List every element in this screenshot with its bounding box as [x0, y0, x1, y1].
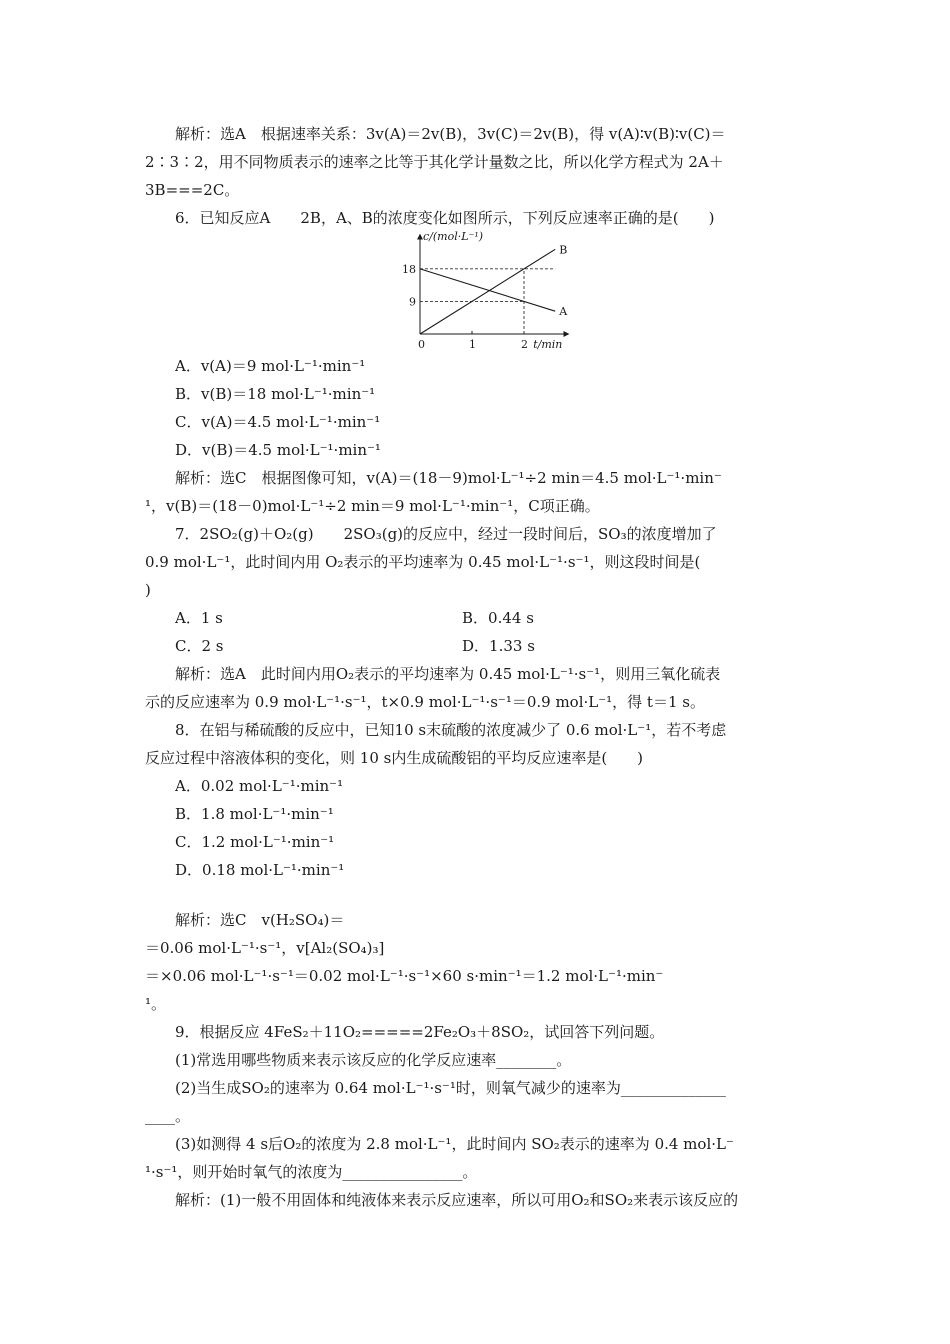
answer6-line2: ¹，v(B)＝(18－0)mol·L⁻¹÷2 min＝9 mol·L⁻¹·min⁻¹，C项正确。: [145, 497, 600, 515]
question9-part2-line1: (2)当生成SO₂的速率为 0.64 mol·L⁻¹·s⁻¹时，则氧气减少的速率为______________: [175, 1079, 726, 1097]
answer5-line3: 3B===2C。: [145, 181, 240, 199]
series-label-B: B: [559, 243, 568, 257]
x-tick-label: 1: [469, 338, 476, 351]
q6-option-a: A．v(A)＝9 mol·L⁻¹·min⁻¹: [175, 357, 366, 375]
x-axis-label: t/min: [533, 338, 563, 351]
answer5-line1: 解析：选A 根据速率关系：3v(A)＝2v(B)，3v(C)＝2v(B)，得 v(A)∶v(B)∶v(C)＝: [175, 125, 726, 143]
question7-line1: 7．2SO₂(g)＋O₂(g) 2SO₃(g)的反应中，经过一段时间后，SO₃的浓度增加了: [175, 525, 717, 543]
series-line-A: [420, 269, 555, 311]
x-tick-label: 2: [521, 338, 528, 351]
q7-option-b: B．0.44 s: [462, 609, 534, 627]
question9-part2-line2: ____。: [145, 1107, 191, 1125]
concentration-time-chart: [375, 228, 585, 356]
y-tick-label: 18: [402, 262, 416, 276]
question7-line3: ): [145, 581, 151, 599]
q8-option-b: B．1.8 mol·L⁻¹·min⁻¹: [175, 805, 334, 823]
q7-option-a: A．1 s: [175, 609, 223, 627]
q6-option-b: B．v(B)＝18 mol·L⁻¹·min⁻¹: [175, 385, 376, 403]
q7-option-c: C．2 s: [175, 637, 224, 655]
q8-option-a: A．0.02 mol·L⁻¹·min⁻¹: [175, 777, 344, 795]
answer8-line4: ¹。: [145, 995, 167, 1013]
answer8-line1: 解析：选C v(H₂SO₄)＝: [175, 911, 345, 929]
answer8-line3: ＝×0.06 mol·L⁻¹·s⁻¹＝0.02 mol·L⁻¹·s⁻¹×60 s·min⁻¹＝1.2 mol·L⁻¹·min⁻: [145, 967, 664, 985]
y-axis-label: c/(mol·L⁻¹): [423, 230, 484, 243]
question8-line2: 反应过程中溶液体积的变化，则 10 s内生成硫酸铝的平均反应速率是( ): [145, 749, 644, 767]
series-line-B: [420, 249, 555, 334]
answer6-line1: 解析：选C 根据图像可知，v(A)＝(18－9)mol·L⁻¹÷2 min＝4.5 mol·L⁻¹·min⁻: [175, 469, 722, 487]
answer7-line2: 示的反应速率为 0.9 mol·L⁻¹·s⁻¹，t×0.9 mol·L⁻¹·s⁻¹＝0.9 mol·L⁻¹，得 t＝1 s。: [145, 693, 705, 711]
q8-option-c: C．1.2 mol·L⁻¹·min⁻¹: [175, 833, 335, 851]
answer7-line1: 解析：选A 此时间内用O₂表示的平均速率为 0.45 mol·L⁻¹·s⁻¹，则用三氧化硫表: [175, 665, 721, 683]
question9-stem: 9．根据反应 4FeS₂＋11O₂=====2Fe₂O₃＋8SO₂，试回答下列问题。: [175, 1023, 665, 1041]
answer9-line1: 解析：(1)一般不用固体和纯液体来表示反应速率，所以可用O₂和SO₂来表示该反应的: [175, 1191, 739, 1209]
question9-part3-line1: (3)如测得 4 s后O₂的浓度为 2.8 mol·L⁻¹，此时间内 SO₂表示的速率为 0.4 mol·L⁻: [175, 1135, 734, 1153]
question6-stem: 6．已知反应A 2B，A、B的浓度变化如图所示，下列反应速率正确的是( ): [175, 209, 715, 227]
answer5-line2: 2∶3∶2，用不同物质表示的速率之比等于其化学计量数之比，所以化学方程式为 2A＋: [145, 153, 724, 171]
x-tick-label: 0: [418, 338, 425, 351]
question9-part3-line2: ¹·s⁻¹，则开始时氧气的浓度为________________。: [145, 1163, 478, 1181]
question7-line2: 0.9 mol·L⁻¹，此时间内用 O₂表示的平均速率为 0.45 mol·L⁻¹·s⁻¹，则这段时间是(: [145, 553, 701, 571]
q6-option-d: D．v(B)＝4.5 mol·L⁻¹·min⁻¹: [175, 441, 381, 459]
q8-option-d: D．0.18 mol·L⁻¹·min⁻¹: [175, 861, 345, 879]
question9-part1: (1)常选用哪些物质来表示该反应的化学反应速率________。: [175, 1051, 572, 1069]
question8-line1: 8．在铝与稀硫酸的反应中，已知10 s末硫酸的浓度减少了 0.6 mol·L⁻¹，若不考虑: [175, 721, 727, 739]
q7-option-d: D．1.33 s: [462, 637, 535, 655]
series-label-A: A: [559, 305, 568, 319]
y-tick-label: 9: [409, 295, 416, 309]
q6-option-c: C．v(A)＝4.5 mol·L⁻¹·min⁻¹: [175, 413, 381, 431]
answer8-line2: ＝0.06 mol·L⁻¹·s⁻¹，v[Al₂(SO₄)₃]: [145, 939, 385, 957]
